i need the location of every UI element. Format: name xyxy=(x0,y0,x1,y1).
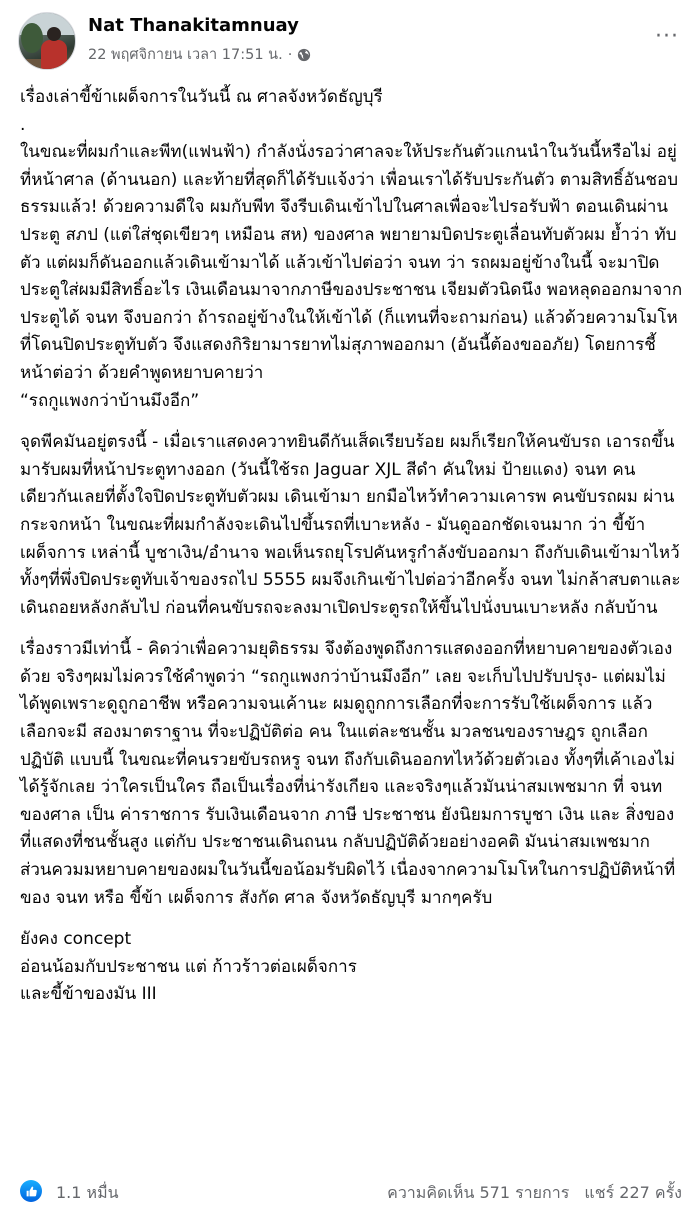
post-paragraph-3: เรื่องราวมีเท่านี้ - คิดว่าเพื่อความยุติธรรม จึงต้องพูดถึงการแสดงออกที่หยาบคายของตัวเองด้วย จริงๆผมไม่ควรใช้คำพูดว่า “รถกูแพงกว่าบ้านมึงอีก” เลย จะเก็บไปปรับปรุง- แต่ผมไม่ได้พูดเพราะดูถูกอาชีพ หรือความจนเค้านะ ผมดูถูกการเลือกที่จะการรับใช้เผด็จการ แล้ว เลือกจะมี สองมาตราฐาน ที่จะปฏิบัติต่อ คน ในแต่ละชนชั้น มวลชนของราษฎร ถูกเลือกปฏิบัติ แบบนี้ ในขณะที่คนรวยขับรถหรู จนท ถึงกับเดินออกทไหว้ด้วยตัวเอง ทั้งๆที่เค้าเองไม่ได้รู้จักเลย ว่าใครเป็นใคร ถือเป็นเรื่องที่น่ารังเกียจ และจริงๆแล้วมันน่าสมเพชมาก ที่ จนท ของศาล เป็น ค่าราชการ รับเงินเดือนจาก ภาษี ประชาชน ยังนิยมการบูชา เงิน และ สิ่งของที่แสดงที่ชนชั้นสูง แต่กับ ประชาชนเดินถนน กลับปฏิบัติด้วยอย่างอคติ มันน่าสมเพชมาก ส่วนควมมหยาบคายของผมในวันนี้ขอน้อมรับผิดไว้ เนื่องจากความโมโหในการปฏิบัติหน้าที่ของ จนท หรือ ขี้ข้า เผด็จการ สังกัด ศาล จังหวัดธัญบุรี มากๆครับ xyxy=(20,639,676,908)
more-horizontal-icon: ··· xyxy=(655,24,679,49)
post-body xyxy=(20,84,684,1009)
meta-separator: · xyxy=(287,46,293,63)
post-paragraph-1: เรื่องเล่าขี้ข้าเผด็จการในวันนี้ ณ ศาลจังหวัดธัญบุรี . ในขณะที่ผมกำและพีท(แฟนฟ้า) กำลังนั่งรอว่าศาลจะให้ประกันตัวแกนนำในวันนี้หรือไม่ อยู่ที่หน้าศาล (ด้านนอก) และท้ายที่สุดก็ได้รับแจ้งว่า เพื่อนเราได้รับประกันตัว ตามสิทธิ์อันชอบธรรมแล้ว! ด้วยความดีใจ ผมกับพีท จึงรีบเดินเข้าไปในศาลเพื่อจะไปรอรับฟ้า ตอนเดินผ่านประตู สภป (แต่ใส่ชุดเขียวๆ เหมือน สห) ของศาล พยายามบิดประตูเลื่อนทับตัวผม ย้ำว่า ทับตัว แต่ผมก็ดันออกแล้วเดินเข้ามาได้ แล้วเข้าไปต่อว่า จนท ว่า รถผมอยู่ข้างในนี้ จะมาปิดประตูใส่ผมมีสิทธิ์อะไร เงินเดือนมาจากภาษีของประชาชน เจียมตัวนิดนึง พอหลุดออกมาจากประตูได้ จนท จึงบอกว่า ถ้ารถอยู่ข้างในให้เข้าได้ (ก็แทนที่จะถามก่อน) แล้วด้วยความโมโห ที่โดนปิดประตูทับตัว จึงแสดงกิริยามารยาทไม่สุภาพออกมา (อันนี้ต้องขออภัย) โดยการชี้หน้าต่อว่า ด้วยคำพูดหยาบคายว่า “รถกูแพงกว่าบ้านมึงอีก” xyxy=(20,87,683,411)
globe-icon[interactable] xyxy=(297,48,311,62)
comment-count[interactable]: ความคิดเห็น 571 รายการ xyxy=(387,1183,570,1202)
avatar[interactable] xyxy=(18,12,76,70)
thumbs-up-icon[interactable] xyxy=(20,1180,42,1202)
post-meta xyxy=(88,43,311,66)
post-paragraph-4: ยังคง concept อ่อนน้อมกับประชาชน แต่ ก้าวร้าวต่อเผด็จการ และขี้ข้าของมัน III xyxy=(20,929,357,1005)
author-name[interactable]: Nat Thanakitamnuay xyxy=(88,15,299,36)
post-timestamp[interactable]: 22 พฤศจิกายน เวลา 17:51 น. xyxy=(88,47,283,63)
more-options-icon[interactable] xyxy=(652,22,682,52)
share-count[interactable]: แชร์ 227 ครั้ง xyxy=(584,1183,682,1202)
post-footer xyxy=(18,1178,682,1206)
engagement-stats xyxy=(387,1181,682,1206)
post-header xyxy=(18,12,682,70)
reaction-count[interactable]: 1.1 หมื่น xyxy=(56,1183,119,1202)
post-paragraph-2: จุดพีคมันอยู่ตรงนี้ - เมื่อเราแสดงควาทยินดีกันเส็ดเรียบร้อย ผมก็เรียกให้คนขับรถ เอารถขึ้นมารับผมที่หน้าประตูทางออก (วันนี้ใช้รถ Jaguar XJL สีดำ คันใหม่ ป้ายแดง) จนท คนเดียวกันเลยที่ตั้งใจปิดประตูทับตัวผม เดินเข้ามา ยกมือไหว้ทำความเคารพ คนขับรถผม ผ่านกระจกหน้า ในขณะที่ผมกำลังจะเดินไปขึ้นรถที่เบาะหลัง - มันดูออกชัดเจนมาก ว่า ขี้ข้าเผด็จการ เหล่านี้ บูชาเงิน/อำนาจ พอเห็นรถยุโรปคันหรูกำลังขับออกมา ถึงกับเดินเข้ามาไหว้ ทั้งๆที่พึ่งปิดประตูทับเจ้าของรถไป 5555 ผมจึงเกินเข้าไปต่อว่าอีกครั้ง จนท ไม่กล้าสบตาและเดินถอยหลังกลับไป ก่อนที่คนขับรถจะลงมาเปิดประตูรถให้ขึ้นไปนั่งบนเบาะหลัง กลับบ้าน xyxy=(20,432,681,618)
